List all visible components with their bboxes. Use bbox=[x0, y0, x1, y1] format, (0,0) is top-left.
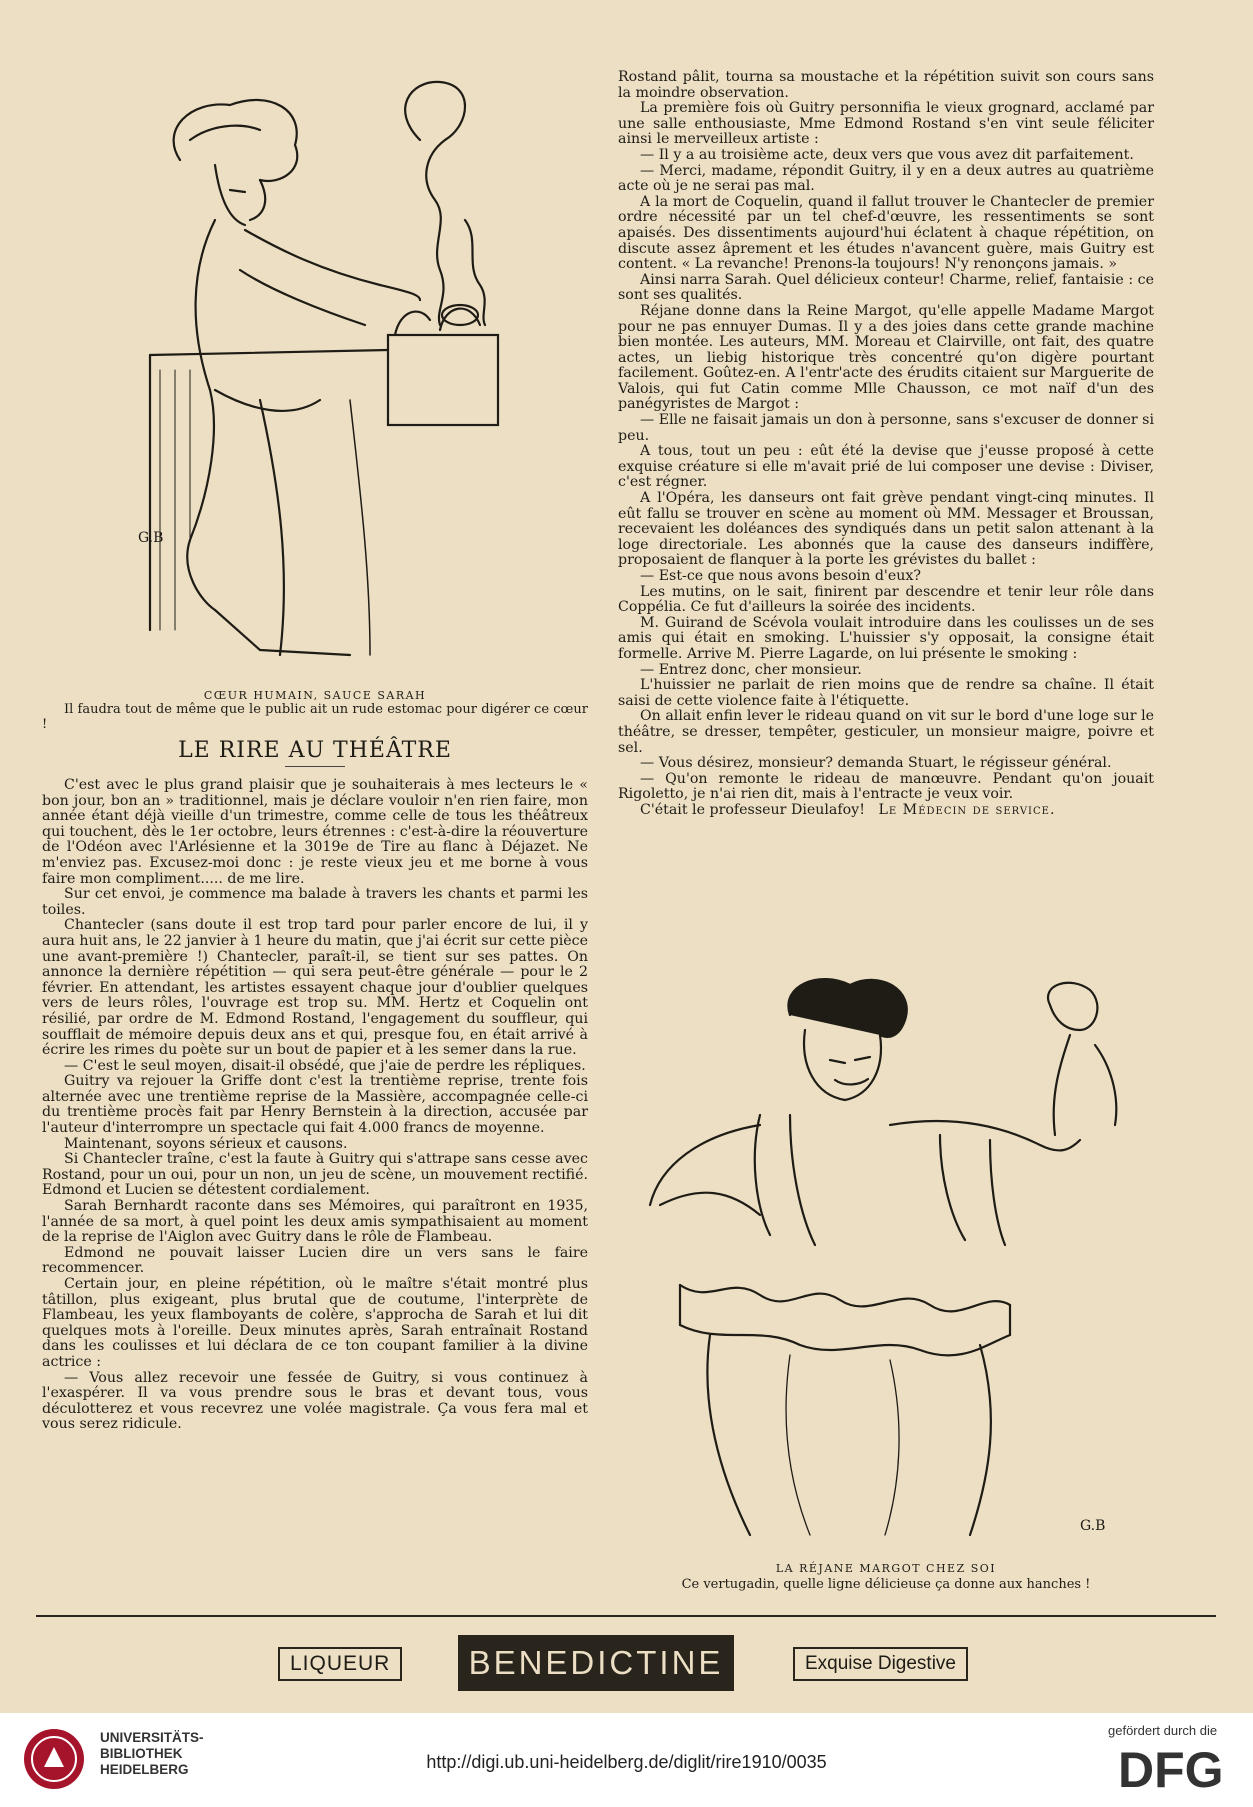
benedictine-advertisement bbox=[278, 1635, 968, 1691]
article-paragraph: Ainsi narra Sarah. Quel délicieux conteur! Charme, relief, fantaisie : ce sont ses qualités. bbox=[618, 271, 1154, 304]
article-paragraph: A la mort de Coquelin, quand il fallut trouver le Chantecler de premier ordre nécessité par un tel chef-d'œuvre, les ressentiments se sont apaisés. Des dissentiments aujourd'hui éclatent à chaque répétition, on discute assez âprement et les études n'avancent guère, mais Guitry est content. « La revanche! Prenons-la toujours! N'y renonçons jamais. » bbox=[618, 193, 1154, 273]
article-paragraph: — Entrez donc, cher monsieur. bbox=[640, 661, 862, 678]
caption-title-bottom: LA RÉJANE MARGOT CHEZ SOI bbox=[775, 1562, 997, 1575]
caption-subtitle-bottom: Ce vertugadin, quelle ligne délicieuse ça donne aux hanches ! bbox=[681, 1577, 1091, 1592]
caption-title-top: CŒUR HUMAIN, SAUCE SARAH bbox=[203, 689, 427, 702]
article-paragraph: A tous, tout un peu : eût été la devise que j'eusse proposé à cette exquise créature si elle m'avait prié de lui composer une devise : Diviser, c'est régner. bbox=[618, 443, 1154, 491]
dfg-logo bbox=[1118, 1743, 1238, 1793]
article-paragraph: — Merci, madame, répondit Guitry, il y en a deux autres au quatrième acte où je ne serai pas mal. bbox=[618, 162, 1154, 195]
library-name-line: BIBLIOTHEK bbox=[100, 1746, 183, 1761]
section-title: LE RIRE AU THÉÂTRE bbox=[178, 738, 452, 763]
article-paragraph: L'huissier ne parlait de rien moins que de rendre sa chaîne. Il était saisi de cette violence faite à l'étiquette. bbox=[618, 677, 1154, 709]
article-paragraph: — Vous désirez, monsieur? demanda Stuart, le régisseur général. bbox=[640, 755, 1112, 772]
article-paragraph: Réjane donne dans la Reine Margot, qu'elle appelle Madame Margot pour ne pas ennuyer Dumas. Il y a des joies dans cette grande machine bien montée. Les auteurs, MM. Moreau et Clairville, ont fait, des quatre actes, un liebig historique très concentré qu'on digère pourtant facilement. Goûtez-en. A l'entr'acte des érudits citaient sur Marguerite de Valois, qui fut Catin comme Mlle Chausson, ce mot naïf d'un des panégyristes de Margot : bbox=[618, 302, 1154, 413]
article-paragraph: — C'est le seul moyen, disait-il obsédé, que j'aie de perdre les répliques. bbox=[64, 1057, 586, 1074]
page-bottom-rule bbox=[36, 1615, 1216, 1617]
library-name-line: HEIDELBERG bbox=[100, 1762, 189, 1777]
source-url-link[interactable]: http://digi.ub.uni-heidelberg.de/diglit/rire1910/0035 bbox=[426, 1752, 827, 1772]
funding-note: gefördert durch die bbox=[1108, 1723, 1218, 1738]
dfg-logo-text: DFG bbox=[1118, 1743, 1224, 1793]
article-paragraph: On allait enfin lever le rideau quand on vit sur le bord d'une loge sur le théâtre, se dresser, tempêter, gesticuler, un monsieur maigre, poivre et sel. bbox=[618, 708, 1154, 756]
caption-subtitle-top: Il faudra tout de même que le public ait un rude estomac pour digérer ce cœur ! bbox=[42, 702, 588, 732]
section-divider bbox=[285, 766, 345, 767]
article-right-column bbox=[618, 70, 1154, 819]
article-paragraph-text: C'était le professeur Dieulafoy! bbox=[640, 801, 865, 818]
article-paragraph bbox=[618, 803, 1154, 819]
article-paragraph: — Elle ne faisait jamais un don à personne, sans s'excuser de donner si peu. bbox=[618, 412, 1154, 444]
article-paragraph: Rostand pâlit, tourna sa moustache et la répétition suivit son cours sans la moindre observation. bbox=[618, 69, 1154, 101]
article-paragraph: Si Chantecler traîne, c'est la faute à Guitry qui s'attrape sans cesse avec Rostand, pour un oui, pour un non, un jeu de scène, un mouvement rectifié. Edmond et Lucien se détestent cordialement. bbox=[42, 1151, 588, 1199]
illustration-signature: G.B bbox=[138, 530, 164, 546]
article-paragraph: Guitry va rejouer la Griffe dont c'est la trentième reprise, trente fois alternée avec une trentième reprise de la Massière, accompagnée celle-ci du trentième procès fait par Henry Bernstein à la direction, accusée par l'auteur d'interrompre un spectacle qui fait 4.000 francs de moyenne. bbox=[42, 1073, 588, 1137]
article-paragraph: Maintenant, soyons sérieux et causons. bbox=[64, 1135, 348, 1152]
ad-label-right: Exquise Digestive bbox=[793, 1647, 968, 1681]
illustration-signature: G.B bbox=[1080, 1518, 1106, 1534]
article-paragraph: C'est avec le plus grand plaisir que je souhaiterais à mes lecteurs le « bon jour, bon an » traditionnel, mais je déclare vouloir n'en rien faire, mon année étant déjà vieille d'un trimestre, comme celle de tous les théâtreux qui touchent, dès le 1er octobre, leurs étrennes : c'est-à-dire la réouverture de l'Odéon avec l'Arlésienne et la 3019e de Tire au flanc à Déjazet. Ne m'enviez pas. Excusez-moi donc : je reste vieux jeu et me borne à vous faire mon compliment..... de me lire. bbox=[42, 777, 588, 887]
article-paragraph: A l'Opéra, les danseurs ont fait grève pendant vingt-cinq minutes. Il eût fallu se trouver en scène au moment où MM. Messager et Broussan, recevaient les doléances des syndiqués dans un petit salon attenant à la loge directoriale. Les abonnés que la cause des danseurs indiffère, proposaient de flanquer à la porte les grévistes du ballet : bbox=[618, 490, 1154, 569]
article-paragraph: Sur cet envoi, je commence ma balade à travers les chants et parmi les toiles. bbox=[42, 886, 588, 918]
article-left-column bbox=[42, 778, 588, 1433]
article-paragraph: — Il y a au troisième acte, deux vers que vous avez dit parfaitement. bbox=[640, 146, 1134, 163]
illustration-rejane-margot bbox=[640, 975, 1160, 1543]
article-paragraph: — Vous allez recevoir une fessée de Guitry, si vous continuez à l'exaspérer. Il va vous prendre sous le bras et devant tous, vous déculotterez et vous recevrez une volée magistrale. Ça vous fera mal et vous serez ridicule. bbox=[42, 1369, 588, 1433]
ad-brand-name: BENEDICTINE bbox=[458, 1635, 734, 1691]
article-paragraph: — Est-ce que nous avons besoin d'eux? bbox=[640, 568, 921, 584]
article-paragraph: Certain jour, en pleine répétition, où le maître s'était montré plus tâtillon, plus exigeant, plus brutal que de coutume, l'interprète de Flambeau, les yeux flamboyants de colère, s'approcha de Sarah et lui dit quelques mots à l'oreille. Deux minutes après, Sarah entraînait Rostand dans les coulisses et lui déclara de ce ton coupant familier à la divine actrice : bbox=[42, 1276, 588, 1370]
article-paragraph: Chantecler (sans doute il est trop tard pour parler encore de lui, il y aura huit ans, le 22 janvier à 1 heure du matin, que j'ai écrit sur cette pièce une avant-première !) Chantecler, paraît-il, se tient sur ses pattes. On annonce la dernière répétition — qui sera peut-être générale — pour le 2 février. En attendant, les artistes essayent chaque jour d'oublier quelques vers de leurs rôles, l'ouvrage est trop su. MM. Hertz et Coquelin ont résilié, par ordre de M. Edmond Rostand, l'engagement du souffleur, qui soufflait de mémoire depuis deux ans et qui, presque fou, en était arrivé à écrire les rimes du poète sur un bout de papier et à les semer dans la rue. bbox=[42, 917, 588, 1059]
article-paragraph: M. Guirand de Scévola voulait introduire dans les coulisses un de ses amis qui était en smoking. L'huissier s'y opposait, la consigne était formelle. Arrive M. Pierre Lagarde, on lui présente le smoking : bbox=[618, 614, 1154, 662]
illustration-sarah-cooking bbox=[120, 70, 590, 682]
ad-label-left: LIQUEUR bbox=[278, 1647, 402, 1681]
article-paragraph: Sarah Bernhardt raconte dans ses Mémoires, qui paraîtront en 1935, l'année de sa mort, à quel point les deux amis sympathisaient au moment de la reprise de l'Aiglon avec Guitry dans le rôle de Flambeau. bbox=[42, 1198, 588, 1246]
library-name-line: UNIVERSITÄTS- bbox=[100, 1730, 204, 1745]
article-paragraph: — Qu'on remonte le rideau de manœuvre. Pendant qu'on jouait Rigoletto, je n'ai rien dit, mais à l'entracte je veux voir. bbox=[618, 770, 1154, 803]
article-paragraph: Les mutins, on le sait, finirent par descendre et tenir leur rôle dans Coppélia. Ce fut d'ailleurs la soirée des incidents. bbox=[618, 583, 1154, 616]
article-paragraph: La première fois où Guitry personnifia le vieux grognard, acclamé par une salle enthousiaste, Mme Edmond Rostand s'en vint seule féliciter ainsi le merveilleux artiste : bbox=[618, 100, 1154, 148]
article-paragraph: Edmond ne pouvait laisser Lucien dire un vers sans le faire recommencer. bbox=[42, 1244, 588, 1277]
article-signoff: Le Médecin de service. bbox=[878, 801, 1056, 818]
